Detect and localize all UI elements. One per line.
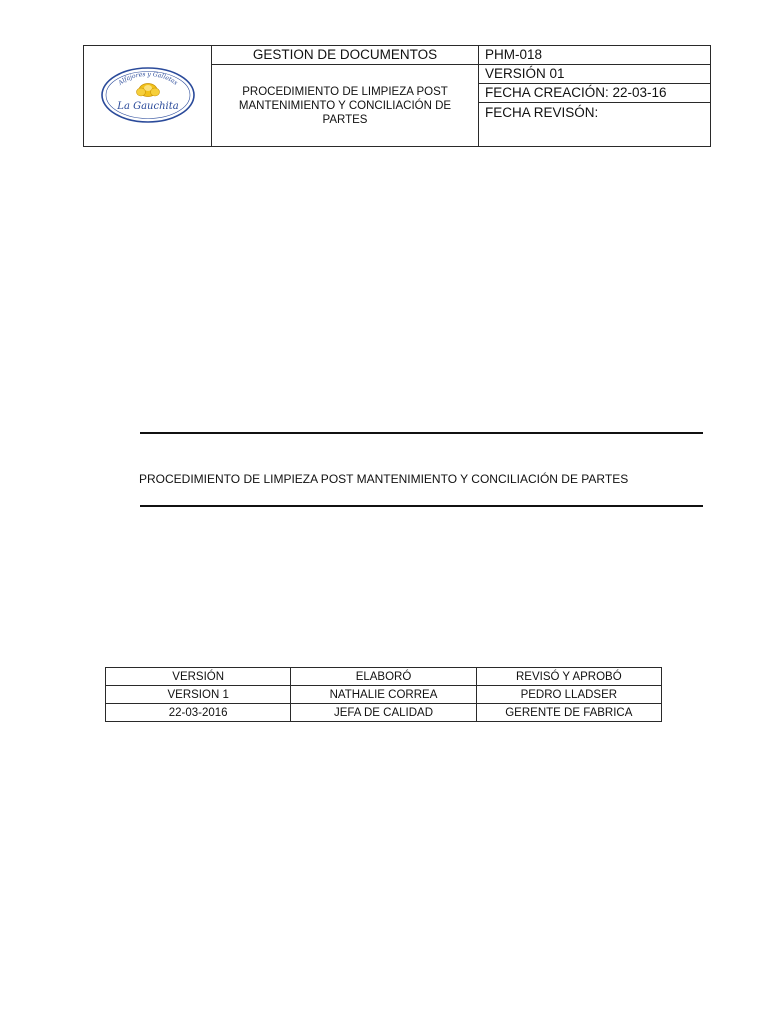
table-row bbox=[106, 686, 662, 704]
version-table-header-row bbox=[106, 668, 662, 686]
table-cell: PEDRO LLADSER bbox=[476, 686, 661, 704]
version-table bbox=[105, 667, 662, 722]
title-top-rule bbox=[140, 432, 703, 434]
title-bottom-rule bbox=[140, 505, 703, 507]
logo-arc-text: Alfajores y Galletas bbox=[116, 70, 179, 87]
table-row bbox=[106, 704, 662, 722]
doc-version: VERSIÓN 01 bbox=[479, 65, 711, 84]
table-cell: JEFA DE CALIDAD bbox=[291, 704, 476, 722]
main-title: PROCEDIMIENTO DE LIMPIEZA POST MANTENIMIENTO Y CONCILIACIÓN DE PARTES bbox=[139, 472, 629, 486]
logo-cell bbox=[84, 46, 212, 147]
header-reviso: REVISÓ Y APROBÓ bbox=[476, 668, 661, 686]
creation-date: FECHA CREACIÓN: 22-03-16 bbox=[479, 84, 711, 103]
logo-text: La Gauchita bbox=[116, 100, 179, 112]
table-cell: 22-03-2016 bbox=[106, 704, 291, 722]
header-version: VERSIÓN bbox=[106, 668, 291, 686]
document-header-table bbox=[83, 45, 711, 147]
table-cell: GERENTE DE FABRICA bbox=[476, 704, 661, 722]
table-cell: VERSION 1 bbox=[106, 686, 291, 704]
revision-date: FECHA REVISÓN: bbox=[479, 103, 711, 147]
doc-code: PHM-018 bbox=[479, 46, 711, 65]
la-gauchita-logo bbox=[100, 64, 196, 124]
doc-section-title: GESTION DE DOCUMENTOS bbox=[212, 46, 479, 65]
table-cell: NATHALIE CORREA bbox=[291, 686, 476, 704]
procedure-title: PROCEDIMIENTO DE LIMPIEZA POST MANTENIMIENTO Y CONCILIACIÓN DE PARTES bbox=[212, 65, 479, 147]
header-elaboro: ELABORÓ bbox=[291, 668, 476, 686]
